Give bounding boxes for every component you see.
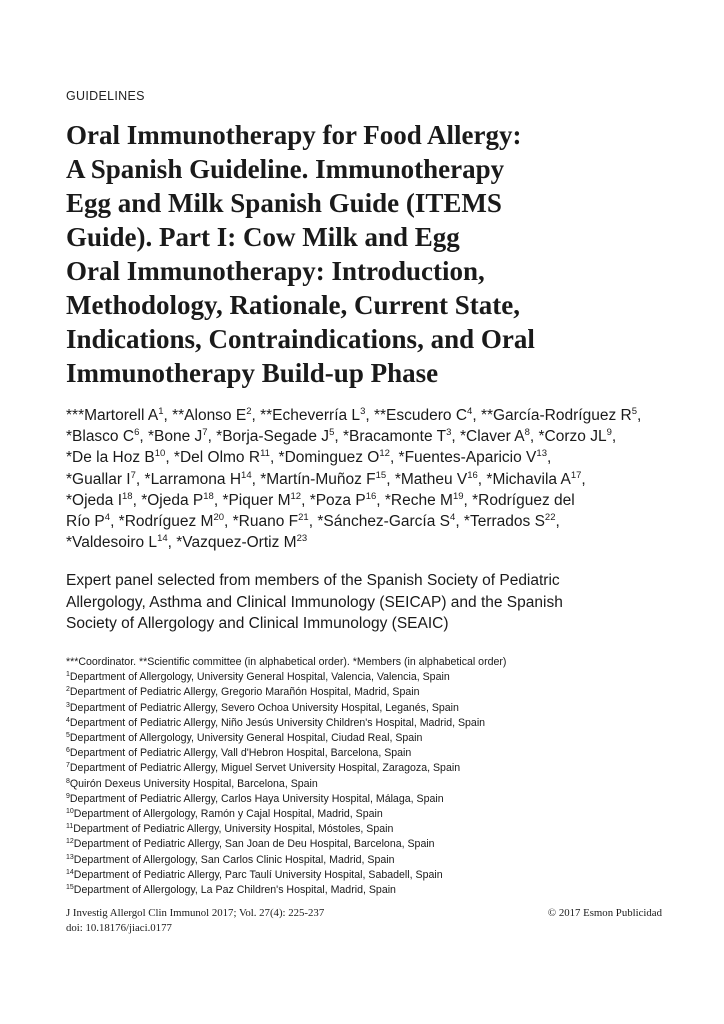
author-name: , *Rodríguez M — [110, 513, 214, 531]
author-name: , *Borja-Segade J — [207, 428, 330, 446]
title-line: Guide). Part I: Cow Milk and Egg — [66, 222, 460, 252]
affiliation-number: 8 — [66, 777, 70, 785]
affiliation-superscript: 19 — [452, 490, 464, 502]
affiliation-text: Department of Pediatric Allergy, Vall d'Hebron Hospital, Barcelona, Spain — [69, 747, 412, 760]
author-name: , — [546, 449, 552, 467]
affiliation-number: 11 — [66, 823, 74, 831]
author-name: *Valdesoiro L — [66, 534, 158, 552]
doi-text: doi: 10.18176/jiaci.0177 — [66, 921, 172, 934]
affiliation-superscript: 14 — [241, 469, 252, 481]
affiliation-superscript: 3 — [446, 427, 452, 439]
title-line: Immunotherapy Build-up Phase — [66, 358, 439, 388]
author-line — [66, 405, 686, 426]
author-name: , *Rodríguez del — [463, 491, 575, 509]
affiliation-superscript: 5 — [631, 406, 637, 417]
affiliation-superscript: 11 — [260, 448, 270, 460]
author-name: , *Fuentes-Aparicio V — [389, 449, 537, 467]
author-name: , — [611, 428, 617, 446]
affiliation-item — [66, 685, 686, 700]
author-line — [66, 511, 686, 532]
affiliation-superscript: 3 — [360, 406, 366, 417]
affiliation-number: 9 — [66, 792, 70, 800]
author-name: , — [555, 513, 560, 531]
affiliation-superscript: 12 — [290, 490, 302, 502]
affiliation-item — [66, 883, 686, 898]
author-name: , *Matheu V — [386, 470, 468, 488]
author-name: , *Piquer M — [213, 491, 291, 509]
affiliation-superscript: 4 — [450, 512, 456, 524]
affiliation-item — [66, 746, 686, 761]
author-name: , *Claver A — [451, 428, 525, 446]
affiliations-block — [66, 655, 686, 898]
author-name: , — [581, 470, 586, 488]
affiliation-superscript: 12 — [379, 448, 390, 460]
author-name: Río P — [66, 513, 105, 531]
affiliation-item — [66, 868, 686, 883]
affiliation-text: Department of Pediatric Allergy, Miguel Servet University Hospital, Zaragoza, Spain — [69, 762, 461, 775]
author-name: *Guallar I — [66, 470, 131, 488]
title-line: Oral Immunotherapy: Introduction, — [66, 256, 485, 286]
affiliation-number: 7 — [66, 762, 70, 770]
affiliation-number: 6 — [66, 747, 70, 755]
author-name: , *Ruano F — [224, 513, 299, 531]
author-name: , **García-Rodríguez R — [472, 407, 632, 424]
author-name: , *Corzo JL — [529, 428, 607, 446]
affiliation-text: Department of Pediatric Allergy, Gregorio Marañón Hospital, Madrid, Spain — [69, 686, 420, 699]
author-line — [66, 490, 686, 511]
affiliation-superscript: 4 — [467, 406, 473, 417]
affiliation-item — [66, 792, 686, 807]
affiliation-superscript: 22 — [544, 512, 556, 524]
author-name: *Ojeda I — [66, 491, 123, 509]
affiliation-item — [66, 822, 686, 837]
affiliation-number: 2 — [66, 686, 70, 694]
affiliation-item — [66, 670, 686, 685]
affiliation-number: 12 — [66, 838, 74, 846]
author-name: , *Dominguez O — [269, 449, 380, 467]
affiliation-superscript: 16 — [467, 469, 478, 481]
title-line: Indications, Contraindications, and Oral — [66, 324, 535, 354]
affiliation-text: Department of Pediatric Allergy, Niño Jesús University Children's Hospital, Madrid, Spain — [69, 716, 486, 729]
author-name: , *Vazquez-Ortiz M — [167, 534, 297, 552]
author-name: , *Del Olmo R — [165, 449, 261, 467]
author-name: , *Larramona H — [135, 470, 242, 488]
author-name: ***Martorell A — [66, 407, 159, 424]
title-line: Egg and Milk Spanish Guide (ITEMS — [66, 188, 502, 218]
title-line: Oral Immunotherapy for Food Allergy: — [66, 120, 522, 150]
affiliation-superscript: 1 — [158, 406, 164, 417]
affiliation-item — [66, 807, 686, 822]
author-name: *Blasco C — [66, 428, 135, 446]
panel-line: Society of Allergology and Clinical Immunology (SEAIC) — [66, 615, 449, 632]
coordinator-note: ***Coordinator. **Scientific committee (in alphabetical order). *Members (in alphabetical order) — [66, 656, 507, 668]
affiliation-item — [66, 701, 686, 716]
affiliation-item — [66, 837, 686, 852]
author-name: , *Ojeda P — [132, 491, 204, 509]
author-name: , **Alonso E — [163, 407, 247, 424]
affiliation-superscript: 18 — [203, 490, 214, 502]
affiliation-superscript: 17 — [570, 469, 582, 481]
affiliation-superscript: 13 — [536, 448, 547, 460]
affiliation-item — [66, 777, 686, 792]
affiliation-text: Department of Pediatric Allergy, Carlos Haya University Hospital, Málaga, Spain — [69, 792, 444, 805]
author-name: , **Echeverría L — [251, 407, 361, 424]
affiliation-superscript: 21 — [298, 512, 309, 524]
author-line — [66, 469, 686, 490]
affiliation-superscript: 8 — [524, 427, 530, 439]
author-name: , *Michavila A — [477, 470, 571, 488]
affiliation-text: Department of Allergology, University General Hospital, Ciudad Real, Spain — [69, 732, 423, 745]
affiliation-text: Department of Allergology, La Paz Children's Hospital, Madrid, Spain — [73, 884, 396, 897]
author-name: , *Poza P — [301, 491, 366, 509]
section-label: GUIDELINES — [66, 89, 145, 103]
journal-citation — [66, 906, 324, 935]
affiliation-number: 1 — [66, 671, 70, 679]
affiliation-text: Department of Pediatric Allergy, Severo Ochoa University Hospital, Leganés, Spain — [69, 701, 459, 714]
author-name: , — [637, 407, 642, 424]
affiliation-superscript: 7 — [130, 469, 136, 481]
affiliation-superscript: 10 — [154, 448, 166, 460]
affiliation-superscript: 15 — [375, 469, 387, 481]
panel-line: Allergology, Asthma and Clinical Immunology (SEICAP) and the Spanish — [66, 593, 563, 611]
affiliation-superscript: 14 — [157, 533, 168, 545]
affiliation-number: 13 — [66, 853, 74, 861]
affiliation-item — [66, 731, 686, 746]
author-name: , *Bracamonte T — [334, 428, 447, 446]
article-title — [66, 118, 666, 390]
panel-line: Expert panel selected from members of the Spanish Society of Pediatric — [66, 572, 560, 589]
affiliation-text: Department of Pediatric Allergy, Parc Taulí University Hospital, Sabadell, Spain — [73, 868, 443, 881]
author-name: , *Martín-Muñoz F — [251, 470, 376, 488]
title-line: Methodology, Rationale, Current State, — [66, 290, 520, 320]
affiliation-superscript: 20 — [213, 512, 225, 524]
affiliation-number: 4 — [66, 716, 70, 724]
affiliation-superscript: 16 — [365, 490, 377, 502]
affiliation-number: 3 — [66, 701, 70, 709]
author-line — [66, 426, 686, 447]
affiliation-text: Department of Pediatric Allergy, University Hospital, Móstoles, Spain — [73, 823, 394, 836]
affiliation-number: 15 — [66, 884, 74, 892]
expert-panel-statement — [66, 570, 686, 635]
author-line — [66, 532, 686, 553]
affiliation-superscript: 9 — [606, 427, 612, 439]
affiliation-superscript: 18 — [122, 490, 133, 502]
affiliation-superscript: 2 — [246, 406, 252, 417]
affiliation-superscript: 6 — [134, 427, 140, 439]
affiliation-item — [66, 716, 686, 731]
affiliation-text: Department of Allergology, San Carlos Clinic Hospital, Madrid, Spain — [73, 853, 395, 866]
affiliation-superscript: 4 — [104, 512, 111, 524]
author-line — [66, 447, 686, 468]
copyright-notice: © 2017 Esmon Publicidad — [547, 907, 662, 919]
affiliation-superscript: 5 — [329, 427, 335, 439]
affiliation-number: 5 — [66, 732, 70, 740]
affiliation-number: 14 — [66, 868, 74, 876]
affiliation-item — [66, 853, 686, 868]
author-name: , **Escudero C — [365, 407, 468, 424]
citation-text: J Investig Allergol Clin Immunol 2017; Vol. 27(4): 225-237 — [66, 907, 325, 919]
affiliation-superscript: 7 — [202, 427, 208, 439]
author-name: , *Bone J — [139, 428, 203, 446]
author-list — [66, 405, 686, 553]
affiliation-text: Department of Pediatric Allergy, San Joan de Deu Hospital, Barcelona, Spain — [73, 838, 435, 851]
affiliation-text: Department of Allergology, University General Hospital, Valencia, Valencia, Spain — [69, 671, 450, 684]
affiliation-item — [66, 761, 686, 776]
author-name: *De la Hoz B — [66, 449, 155, 467]
affiliation-text: Quirón Dexeus University Hospital, Barcelona, Spain — [69, 777, 318, 790]
author-name: , *Reche M — [376, 491, 453, 509]
title-line: A Spanish Guideline. Immunotherapy — [66, 154, 505, 184]
author-name: , *Sánchez-García S — [308, 513, 451, 531]
affiliation-text: Department of Allergology, Ramón y Cajal Hospital, Madrid, Spain — [73, 808, 383, 821]
affiliation-number: 10 — [66, 808, 74, 816]
author-name: , *Terrados S — [455, 513, 545, 531]
affiliation-superscript: 23 — [296, 533, 308, 545]
